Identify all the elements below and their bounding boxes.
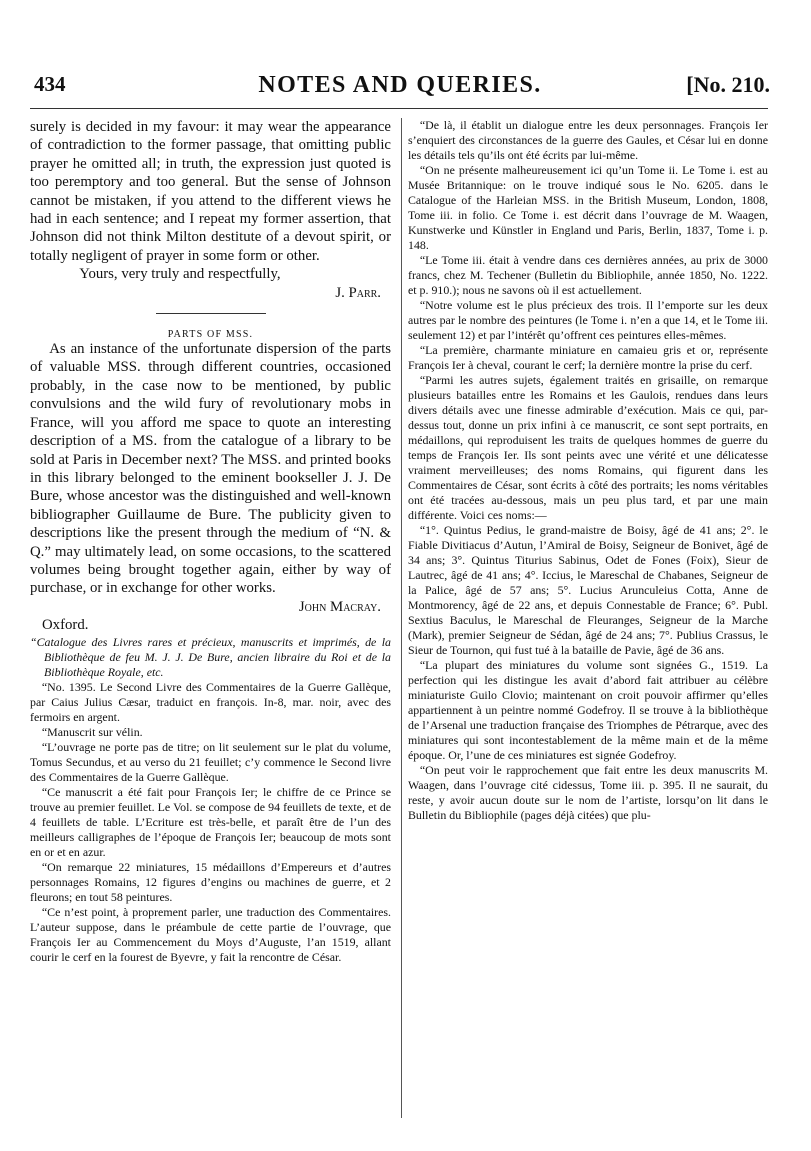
right-column	[408, 118, 768, 1118]
catalogue-title: “Catalogue des Livres rares et précieux, manuscrits et imprimés, de la Bibliothèque de feu M. J. J. De Bure, ancien libraire du Roi et de la Bibliothèque Royale, etc.	[30, 634, 391, 679]
letter-signature: J. Parr.	[335, 284, 381, 301]
quote-paragraph: “Notre volume est le plus précieux des trois. Il l’emporte sur les deux autres par le nombre des peintures (le Tome i. n’en a que 14, et le Tome iii. seulement 12) et par l’intérêt qu’offrent ces peintures elles-mêmes.	[408, 298, 768, 342]
quote-paragraph: “Le Tome iii. était à vendre dans ces dernières années, au prix de 3000 francs, chez M. Techener (Bulletin du Bibliophile, année 1850, No. 1222. et p. 910.); nous ne savons où il est actuellement.	[408, 253, 768, 297]
quote-paragraph: “On peut voir le rapprochement que fait entre les deux manuscrits M. Waagen, dans l’ouvrage cité cidessus, Tome iii. p. 395. Il ne saurait, du reste, y avoir aucun doute sur le nom de l’artiste, lorsqu’on lit dans le Bulletin du Bibliophile (pages déjà citées) que plu-	[408, 763, 768, 822]
section-rule	[156, 313, 266, 314]
quote-paragraph: “La plupart des miniatures du volume sont signées G., 1519. La perfection qui les distingue les avait d’abord fait attribuer au célèbre miniaturiste Guilo Clovio; maintenant on croit pouvoir affirmer qu’elles appartiennent à un peintre nommé Godefroy. Il se trouve à la bibliothèque de l’Arsenal une traduction française des Triomphes de Pétrarque, avec des miniatures qui sont incontestablement de la même main et de la même époque. Or, l’une de ces miniatures est signée Godefroy.	[408, 658, 768, 762]
quote-paragraph: “Ce n’est point, à proprement parler, une traduction des Commentaires. L’auteur suppose, dans le préambule de cette partie de l’ouvrage, que François Ier au Commencement du Moys d’Auguste, l’an 1519, allant courir le cerf en la fourest de Byevre, y fait la rencontre de César.	[30, 904, 391, 964]
quote-paragraph: “Ce manuscrit a été fait pour François Ier; le chiffre de ce Prince se trouve au premier feuillet. Le Vol. se compose de 94 feuillets de texte, et de 4 feuillets de table. L’Ecriture est très-belle, et paraît être de l’un des meilleurs calligraphes de l’époque de François Ier; beaucoup de mots sont en or et en azur.	[30, 784, 391, 859]
page-number: 434	[34, 72, 66, 96]
issue-number: [No. 210.	[686, 72, 770, 97]
quote-paragraph: “La première, charmante miniature en camaieu gris et or, représente François Ier à cheval, courant le cerf; la dernière montre la prise du cerf.	[408, 343, 768, 372]
quote-paragraph: “De là, il établit un dialogue entre les deux personnages. François Ier s’enquiert des circonstances de la guerre des Gaules, et César lui en donne les détails tels qu’ils ont été écrits par lui-même.	[408, 118, 768, 162]
quote-paragraph: “Manuscrit sur vélin.	[41, 724, 143, 739]
article-text: As an instance of the unfortunate dispersion of the parts of valuable MSS. through different countries, occasioned probably, in the case now to be mentioned, by public convulsions and the wild fury of revolutionary mobs in France, will you afford me space to quote an interesting description of a MS. from the catalogue of a library to be sold at Paris in December next? The MSS. and printed books in this library belonged to the eminent bookseller J. J. De Bure, whose ancestor was the distinguished and well-known bibliographer Guillaume de Bure. The publicity given to descriptions like the present through the medium of “N. & Q.” may ultimately lead, on some occasions, to the scattered volumes being brought together again, either by way of purchase, or in exchange for other works.	[30, 341, 391, 597]
running-header	[30, 72, 770, 102]
article-author: John Macray.	[298, 598, 381, 615]
quote-paragraph: “Parmi les autres sujets, également traités en grisaille, on remarque plusieurs batailles entre les Romains et les Gaulois, rendues dans leurs divers détails avec une finesse admirable d’exécution. Mais ce qui, par-dessus tout, donne un prix infini à ce manuscrit, ce sont sept portraits, en médaillons, qui reproduisent les traits de quelques hommes de guerre du temps de François Ier. Ils sont peints avec une vérité et une délicatesse vraiment merveilleuses; des noms Romains, qui figurent dans les Commentaires de César, sont écrits à côté des portraits; les noms véritables ont été tracées au-dessous, mais un peu plus tard, et par une main différente. Voici ces noms:—	[408, 373, 768, 522]
section-title: PARTS OF MSS.	[167, 329, 254, 341]
quote-paragraph: “On ne présente malheureusement ici qu’un Tome ii. Le Tome i. est au Musée Britannique: on le trouve indiqué sous le No. 6205. dans le Catalogue of the Harleian MSS. in the British Museum, London, 1808, Tome iii. in folio. Ce Tome i. est décrit dans l’ouvrage de M. Waagen, Kunstwerke und Künstler in England und Paris, Berlin, 1837, Tome i. p. 148.	[408, 163, 768, 252]
column-divider	[401, 118, 402, 1118]
letter-closing: Yours, very truly and respectfully,	[79, 266, 281, 283]
quote-paragraph: “No. 1395. Le Second Livre des Commentaires de la Guerre Gallèque, par Caius Julius Cæsar, traduict en françois. In-8, mar. noir, avec des fermoirs en argent.	[30, 679, 391, 724]
quote-paragraph: “1°. Quintus Pedius, le grand-maistre de Boisy, âgé de 41 ans; 2°. le Fiable Divitiacus d’Autun, l’Amiral de Boisy, Seigneur de Bonivet, âgé de 34 ans; 3°. Quintus Titurius Sabinus, Odet de Fones (Foix), Sieur de Lautrec, âgé de 41 ans; 4°. Iccius, le Mareschal de Chabanes, Seigneur de la Palice, âgé de 57 ans; 5°. Lucius Arunculeius Cotta, Anne de Montmorency, âgé de 22 ans, et depuis Connestable de France; 6°. Publ. Sextius Baculus, le Mareschal de Fleuranges, Seigneur de la Marche (Mark), premier Seigneur de Sédan, âgé de 24 ans; 7°. Publius Crassus, le Sieur de Tournon, qui fust tué à la bataille de Pavie, âgé de 36 ans.	[408, 523, 768, 657]
left-column	[30, 118, 391, 1118]
article-place: Oxford.	[42, 617, 89, 634]
journal-title: NOTES AND QUERIES.	[258, 72, 542, 98]
header-rule	[30, 108, 768, 109]
continued-letter-text: surely is decided in my favour: it may wear the appearance of contradiction to the former passage, that omitting public prayer he omitted all; in truth, the expression just quoted is too peremptory and too general. But the sense of Johnson cannot be mistaken, if you attend to the different views he had in each sentence; and I repeat my former assertion, that Johnson did not think Milton destitute of a devout spirit, or totally negligent of prayer in some form or other.	[30, 119, 391, 264]
quote-paragraph: “L’ouvrage ne porte pas de titre; on lit seulement sur le plat du volume, Tomus Secundus, et au verso du 21 feuillet; c’y commence le Second livre des Commentaires de la Guerre Gallèque.	[30, 739, 391, 784]
quote-paragraph: “On remarque 22 miniatures, 15 médaillons d’Empereurs et d’autres personnages Romains, 12 figures d’engins ou machines de guerre, et 2 fleurons; en tout 58 peintures.	[30, 859, 391, 904]
